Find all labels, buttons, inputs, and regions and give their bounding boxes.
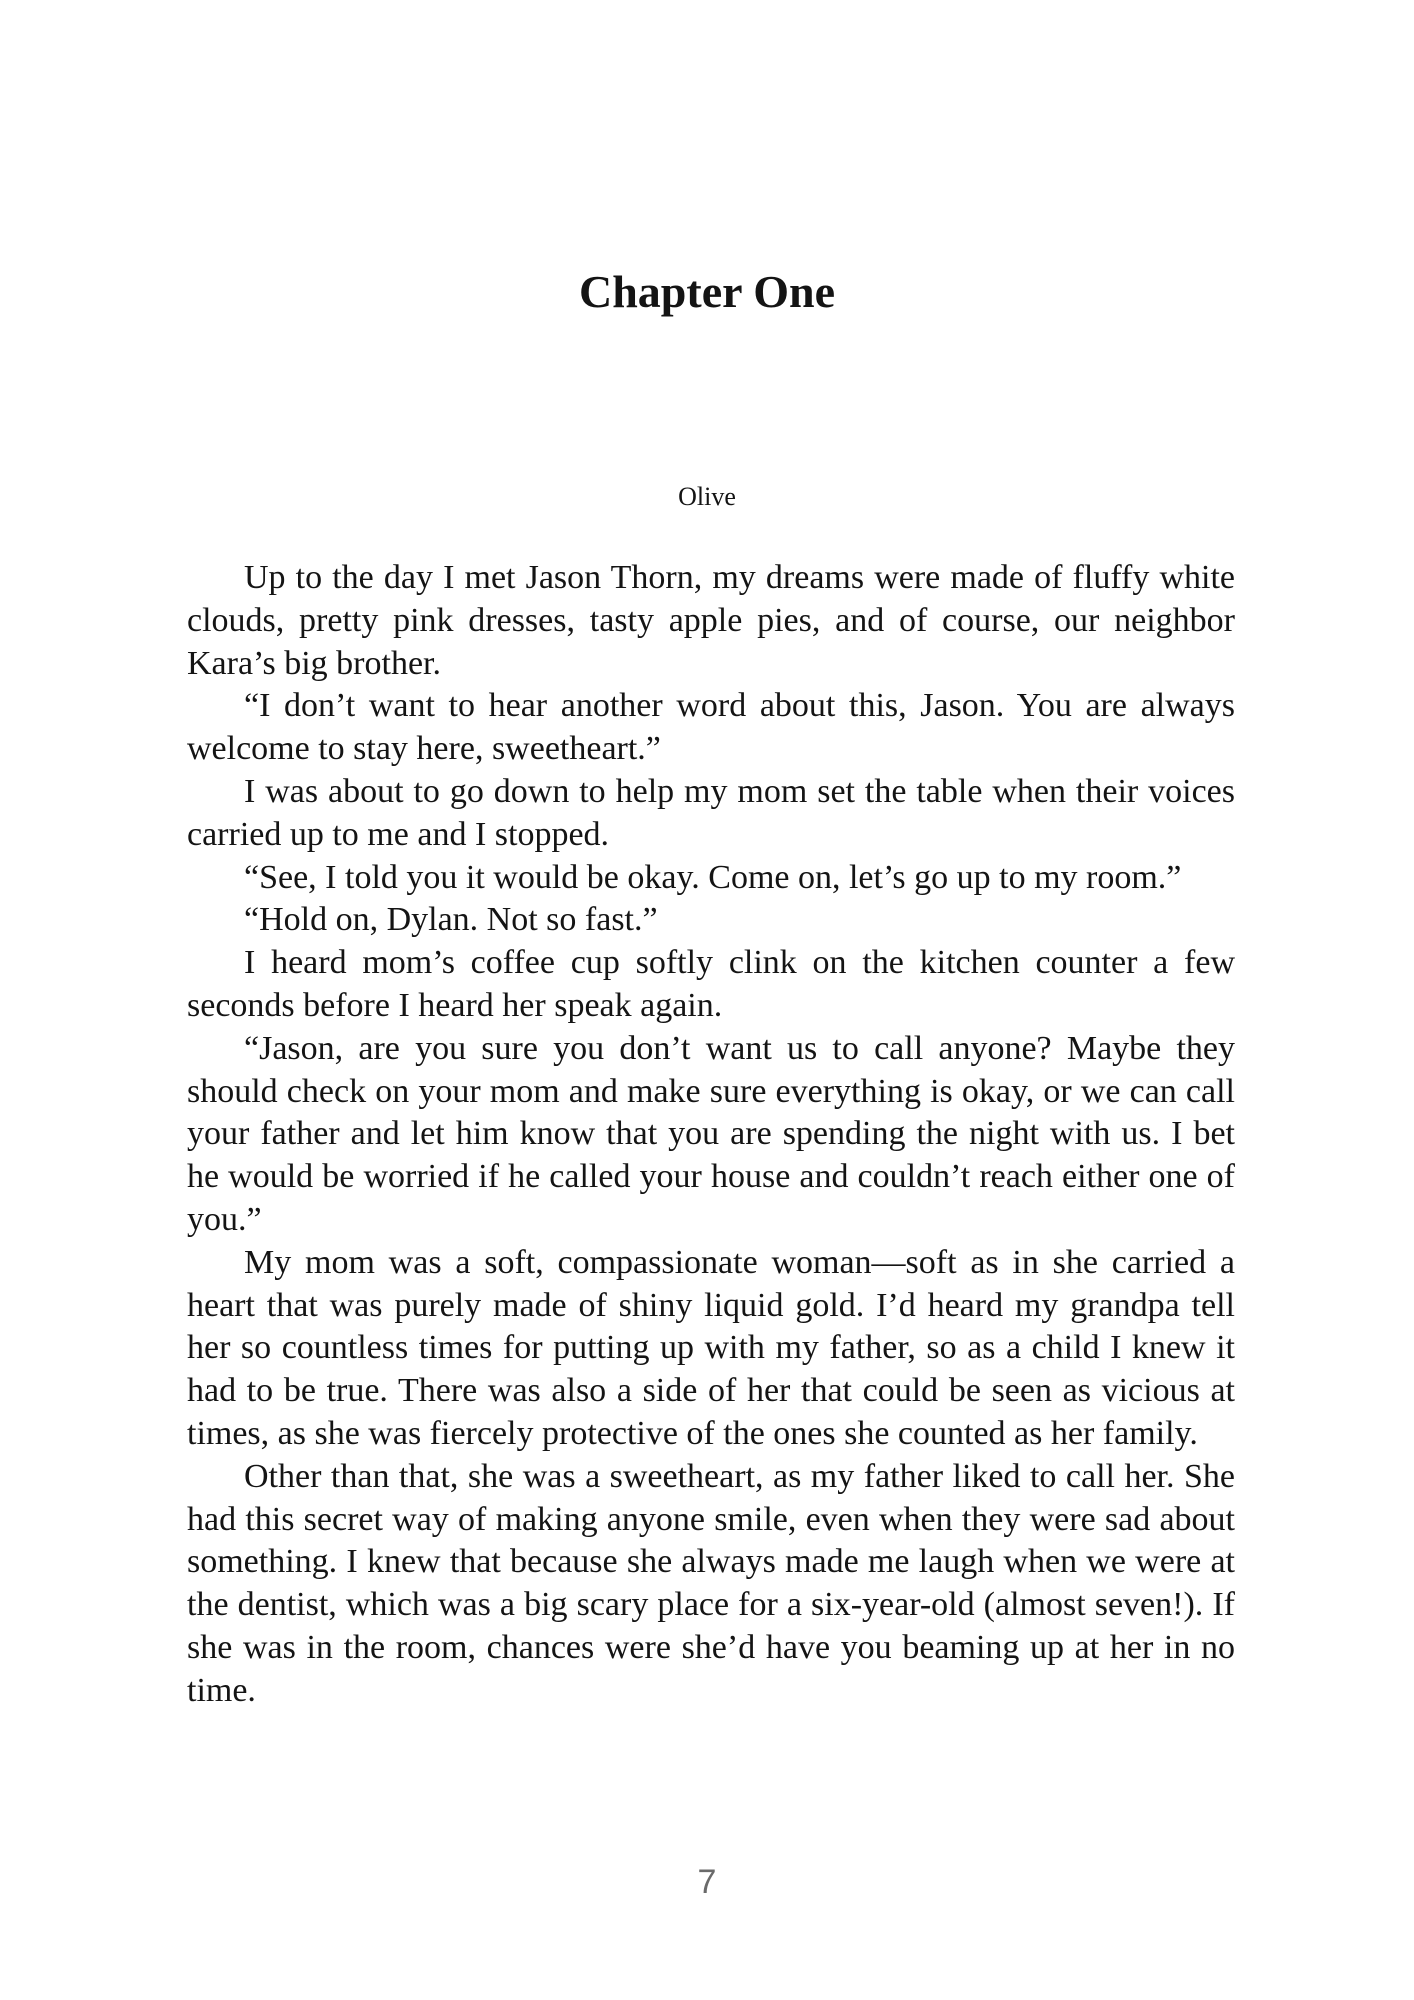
paragraph: I was about to go down to help my mom set the table when their voices carried up to me and I stopped. — [187, 772, 1235, 853]
paragraph: Up to the day I met Jason Thorn, my dreams were made of fluffy white clouds, pretty pink dresses, tasty apple pies, and of course, our neighbor Kara’s big brother. — [187, 559, 1235, 682]
paragraph: “Jason, are you sure you don’t want us to call anyone? Maybe they should check on your mom and make sure everything is okay, or we can call your father and let him know that you are spending the night with us. I bet he would be worried if he called your house and couldn’t reach either one of you.” — [187, 1029, 1235, 1238]
chapter-title: Chapter One — [579, 266, 835, 317]
paragraph: “I don’t want to hear another word about this, Jason. You are always welcome to stay here, sweetheart.” — [187, 687, 1235, 768]
paragraph: I heard mom’s coffee cup softly clink on the kitchen counter a few seconds before I heard her speak again. — [187, 944, 1235, 1024]
paragraph: “Hold on, Dylan. Not so fast.” — [244, 901, 658, 939]
page-number: 7 — [697, 1863, 717, 1901]
paragraph: “See, I told you it would be okay. Come on, let’s go up to my room.” — [244, 858, 1182, 896]
pov-character-name: Olive — [678, 482, 736, 511]
paragraph: Other than that, she was a sweetheart, as my father liked to call her. She had this secret way of making anyone smile, even when they were sad about something. I knew that because she always made me laugh when we were at the dentist, which was a big scary place for a six-year-old (almost seven!). If she was in the room, chances were she’d have you beaming up at her in no time. — [187, 1457, 1235, 1709]
paragraph: My mom was a soft, compassionate woman—soft as in she carried a heart that was purely made of shiny liquid gold. I’d heard my grandpa tell her so countless times for putting up with my father, so as a child I knew it had to be true. There was also a side of her that could be seen as vicious at times, as she was fiercely protective of the ones she counted as her family. — [187, 1243, 1235, 1452]
body-text — [187, 557, 1235, 1713]
